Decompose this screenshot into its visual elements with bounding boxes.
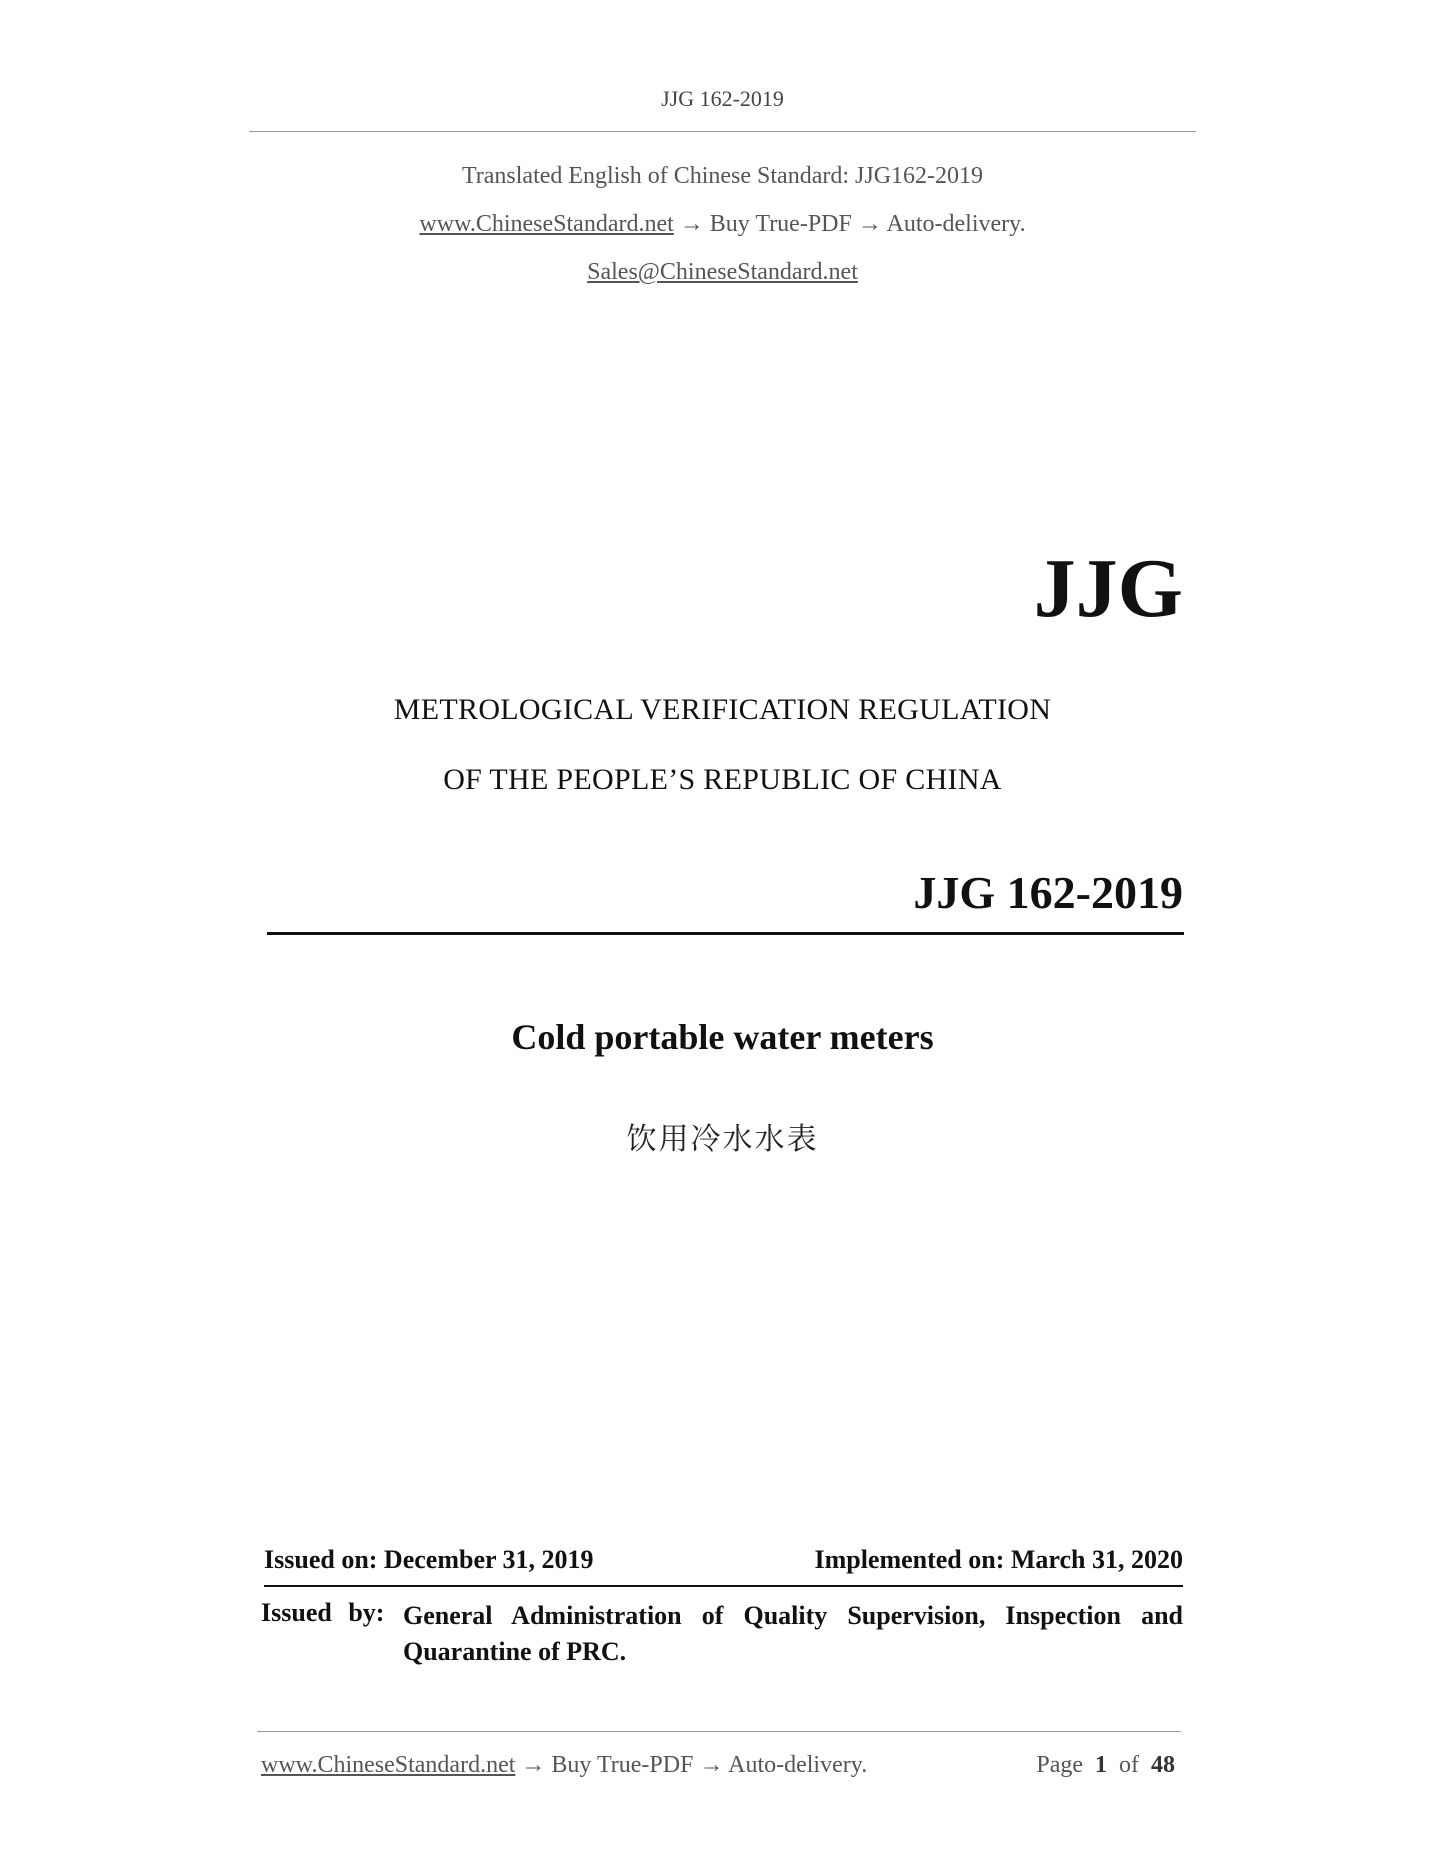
header-divider bbox=[249, 131, 1196, 132]
document-title-english: Cold portable water meters bbox=[511, 1017, 934, 1057]
issuing-authority: General Administration of Quality Supervision, Inspection and Quarantine of PRC. bbox=[403, 1601, 1183, 1666]
footer-purchase-line bbox=[261, 1752, 867, 1779]
code-divider bbox=[267, 932, 1184, 935]
page-of-label: of bbox=[1119, 1752, 1139, 1778]
footer-site-link[interactable]: www.ChineseStandard.net bbox=[261, 1752, 516, 1778]
regulation-heading-line2: OF THE PEOPLE’S REPUBLIC OF CHINA bbox=[443, 763, 1002, 796]
translated-standard-line: Translated English of Chinese Standard: JJG162-2019 bbox=[461, 163, 984, 189]
document-title-chinese: 饮用冷水水表 bbox=[626, 1122, 819, 1157]
standard-code: JJG 162-2019 bbox=[913, 867, 1183, 918]
purchase-text: → Buy True-PDF → Auto-delivery. bbox=[673, 211, 1026, 237]
page-label: Page bbox=[1036, 1752, 1083, 1778]
running-header: JJG 162-2019 bbox=[661, 86, 784, 111]
regulation-heading-line1: METROLOGICAL VERIFICATION REGULATION bbox=[393, 693, 1052, 726]
page-current: 1 bbox=[1095, 1752, 1107, 1778]
footer-divider bbox=[257, 1731, 1181, 1732]
page-number bbox=[1036, 1752, 1175, 1779]
implemented-on-date: Implemented on: March 31, 2020 bbox=[814, 1545, 1183, 1574]
footer-purchase-text: → Buy True-PDF → Auto-delivery. bbox=[515, 1752, 868, 1778]
sales-line bbox=[0, 259, 1445, 286]
sales-email-link[interactable]: Sales@ChineseStandard.net bbox=[587, 259, 858, 285]
issued-on-date: Issued on: December 31, 2019 bbox=[264, 1545, 594, 1574]
purchase-line bbox=[0, 211, 1445, 238]
page-total: 48 bbox=[1151, 1752, 1175, 1778]
site-link[interactable]: www.ChineseStandard.net bbox=[419, 211, 674, 237]
standard-brand: JJG bbox=[1033, 542, 1183, 635]
issued-by-label: Issued by: bbox=[261, 1598, 385, 1627]
dates-divider bbox=[264, 1585, 1183, 1587]
